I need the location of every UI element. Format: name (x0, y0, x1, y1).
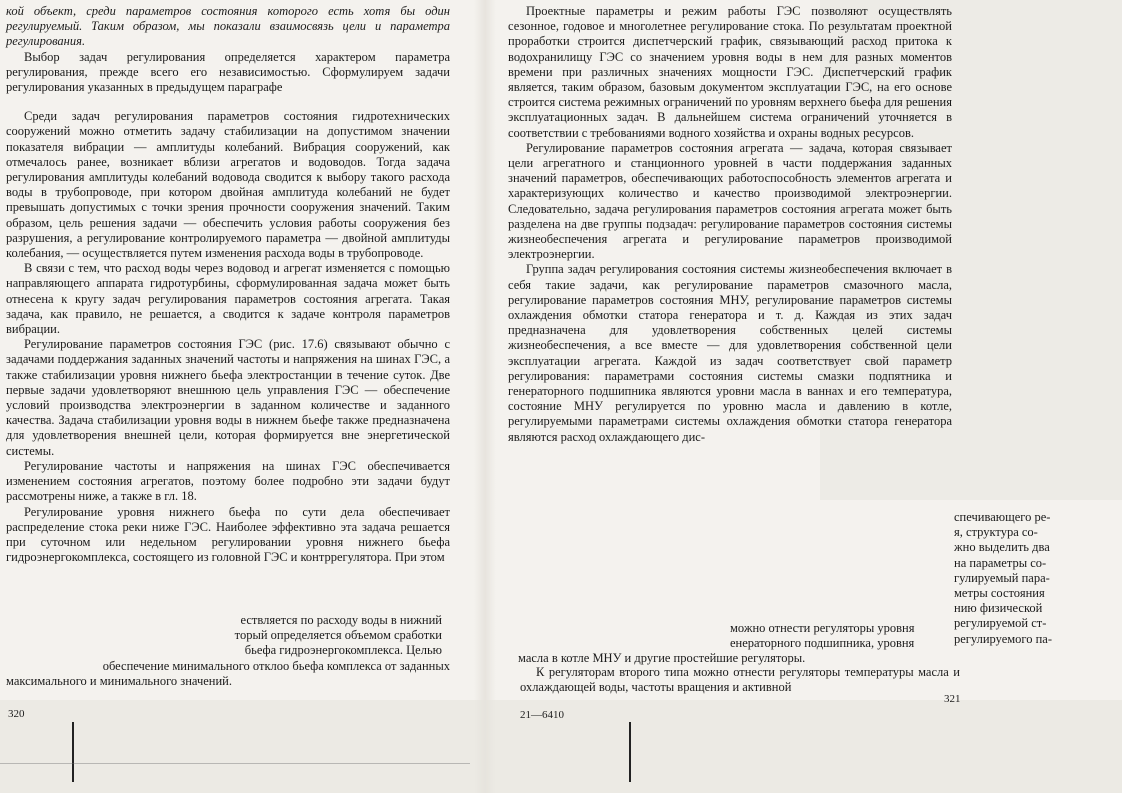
lower-text-line: масла в котле МНУ и другие простейшие регуляторы. (518, 651, 806, 665)
tail-line: обеспечение минимального отклоо бьефа комплекса от заданных (102, 658, 450, 673)
lower-text-span: К регуляторам второго типа можно отнести регуляторы температуры масла и охлаждающей воды, частоты вращения и активной (520, 665, 960, 695)
printer-signature: 21—6410 (520, 709, 564, 721)
right-page (500, 0, 1122, 793)
fragment-line: метры состояния (954, 586, 1045, 601)
fragment-line: жно выделить два (954, 540, 1050, 555)
paragraph: Среди задач регулирования параметров состояния гидротехнических сооружений можно отметить задачу стабилизации на допустимом значении показателя вибрации — амплитуды колебаний. Вибрация сооружений, как отмечалось ранее, возникает вблизи агрегатов и водоводов. Тогда задача регулирования амплитуды колебаний водовода сводится к выбору такого расхода воды в трубопроводе, при котором двойная амплитуда колебаний не будет превышать допустимых с точки зрения прочности сооружения значений. Таким образом, цель решения задачи — обеспечить условия работы сооружения без разрушения, а регулирование контролируемого параметра — двойной амплитуды колебания, — осуществляется путем изменения расхода воды в трубопроводе. (6, 109, 450, 261)
fragment-line: нию физической (954, 601, 1043, 616)
paragraph: Регулирование параметров состояния ГЭС (рис. 17.6) связывают обычно с задачами поддержания заданных значений частоты и напряжения на шинах ГЭС, а также стабилизации уровня нижнего бьефа электростанции в течение суток. Две первые задачи удовлетворяют внешнюю цель управления ГЭС — обеспечение условий производства электроэнергии в заданном количестве и заданного качества. Задача стабилизации уровня воды в нижнем бьефе также предназначена для удовлетворения внешней цели, которая формируется вне энергетической системы. (6, 337, 450, 458)
tail-line: максимального и минимального значений. (6, 673, 232, 688)
left-page (0, 0, 470, 793)
lower-text-line: можно отнести регуляторы уровня (730, 621, 915, 635)
tail-line: ествляется по расходу воды в нижний (240, 613, 442, 627)
page-number-right: 321 (944, 693, 961, 705)
left-text-column (6, 4, 450, 565)
paragraph: Регулирование параметров состояния агрегата — задача, которая связывает цели агрегатного и станционного уровней в части поддержания заданных значений параметров, обеспечивающих работоспособность элементов агрегата и характеризующих количество и качество производимой электроэнергии. Следовательно, задача регулирования параметров состояния агрегата может быть разделена на две группы подзадач: регулирование параметров состояния системы жизнеобеспечения агрегата и регулирование параметров производимой электроэнергии. (508, 140, 952, 262)
right-margin-fragments (954, 510, 1122, 647)
book-gutter (474, 0, 496, 793)
lower-text-line (520, 665, 960, 695)
lower-text-line: енераторного подшипника, уровня (730, 636, 915, 650)
margin-rule (0, 763, 470, 764)
fragment-line: регулируемой ст- (954, 616, 1047, 631)
binding-mark (629, 722, 631, 782)
fragment-line: спечивающего ре- (954, 510, 1051, 524)
binding-mark (72, 722, 74, 782)
paragraph: Регулирование уровня нижнего бьефа по сути дела обеспечивает распределение стока реки ниже ГЭС. Наиболее эффективно эта задача решается при суточном или недельном регулировании уровня нижнего бьефа гидроэнергокомплекса, состоящего из головной ГЭС и контррегулятора. При этом (6, 504, 450, 565)
paragraph: Регулирование частоты и напряжения на шинах ГЭС обеспечивается изменением состояния агрегатов, поэтому более подробно эти задачи будут рассмотрены ниже, а также в гл. 18. (6, 458, 450, 504)
left-tail-lines (6, 613, 450, 689)
paragraph: Группа задач регулирования состояния системы жизнеобеспечения включает в себя такие задачи, как регулирование параметров смазочного масла, регулирование параметров состояния МНУ, регулирование параметров системы охлаждения обмотки статора генератора и т. д. Каждая из этих задач предназначена для удовлетворения собственных целей системы жизнеобеспечения, а все вместе — для удовлетворения собственной цели эксплуатации агрегата. Каждой из задач соответствует свой параметр регулирования: параметрами состояния системы смазки подпятника и генераторного подшипника являются уровни масла в ваннах и его температура, состояние МНУ регулируется по уровню масла и давлению в котле, регулируемыми параметрами системы охлаждения обмотки статора генератора являются расход охлаждающего дис- (508, 262, 952, 444)
fragment-line: регулируемого па- (954, 631, 1053, 646)
fragment-line: гулируемый пара- (954, 570, 1050, 585)
paragraph: В связи с тем, что расход воды через водовод и агрегат изменяется с помощью направляющего аппарата гидротурбины, сформулированная задача может быть отнесена к кругу задач регулирования параметров состояния агрегата. Такая задача, как правило, не решается, а сводится к задаче контроля параметров вибрации. (6, 261, 450, 337)
tail-line: торый определяется объемом сработки (234, 628, 442, 643)
paragraph: Проектные параметры и режим работы ГЭС позволяют осуществлять сезонное, годовое и многолетнее регулирование стока. По результатам проектной проработки строится диспетчерский график, связывающий расход притока к водохранилищу ГЭС со значением уровня воды в нем для разных моментов времени при различных значениях мощности ГЭС. Диспетчерский график является, таким образом, базовым документом эксплуатации ГЭС, на его основе строится система режимных ограничений по уровням верхнего бьефа для решения эксплуатационных задач. В дальнейшем система ограничений уточняется в соответствии с требованиями водного хозяйства и охраны водных ресурсов. (508, 4, 952, 140)
tail-line: бьефа гидроэнергокомплекса. Целью (244, 643, 442, 658)
paragraph: кой объект, среди параметров состояния которого есть хотя бы один регулируемый. Таким образом, мы показали взаимосвязь цели и параметра регулирования. (6, 4, 450, 49)
fragment-line: на параметры со- (954, 555, 1047, 570)
page-number-left: 320 (8, 708, 25, 720)
right-text-column (508, 4, 952, 445)
fragment-line: я, структура со- (954, 525, 1038, 540)
paragraph: Выбор задач регулирования определяется характером параметра регулирования, прежде всего его независимостью. Сформулируем задачи регулирования указанных в предыдущем параграфе (6, 49, 450, 95)
